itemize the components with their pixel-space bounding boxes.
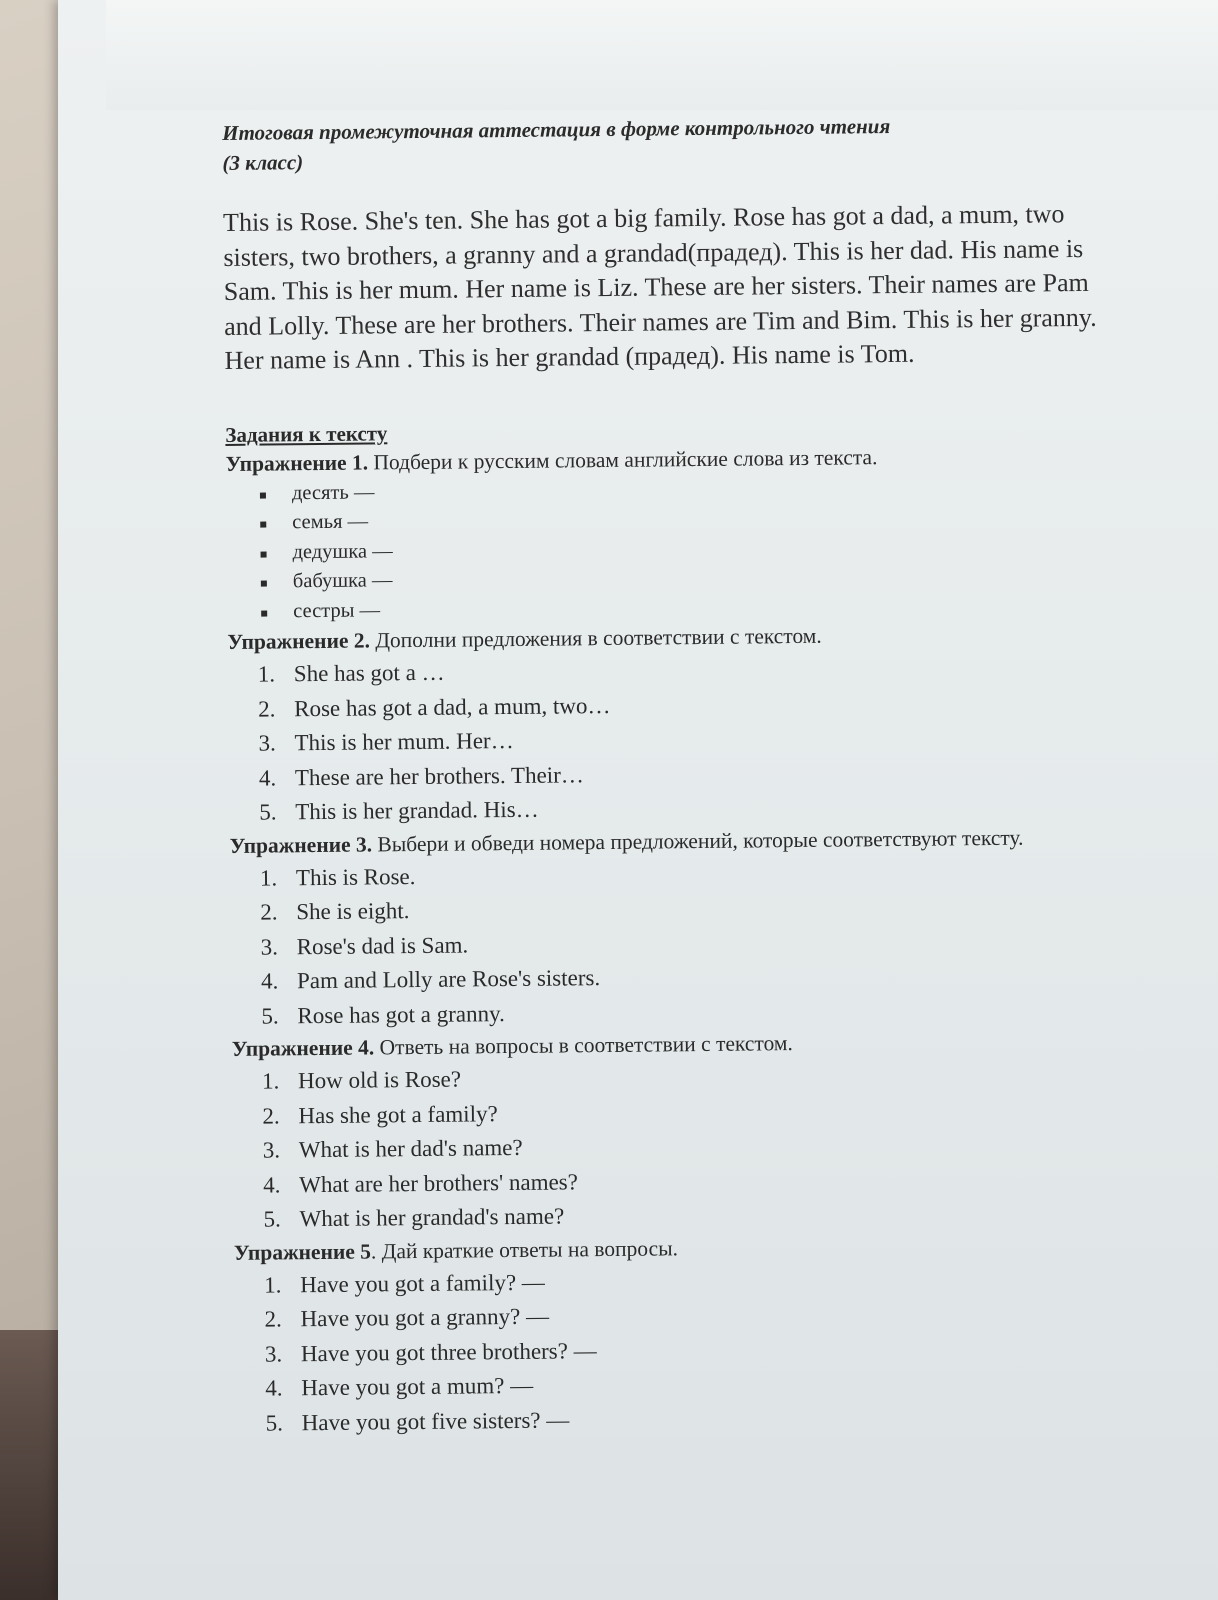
list-item: 2. Rose has got a dad, a mum, two… xyxy=(258,692,611,722)
list-item: 4. These are her brothers. Their… xyxy=(258,761,584,791)
list-item: семья — xyxy=(260,500,1126,539)
list-item: 3. Have you got three brothers? — xyxy=(264,1337,597,1367)
exercise-2-label: Упражнение 2. xyxy=(227,628,371,654)
list-item: дедушка — xyxy=(260,529,1126,568)
list-item: 2. Has she got a family? xyxy=(262,1100,498,1129)
exercise-4-instruction: Ответь на вопросы в соответствии с текстом. xyxy=(374,1031,793,1060)
list-item: 4. Have you got a mum? — xyxy=(265,1372,534,1401)
list-item: 3. What is her dad's name? xyxy=(262,1134,523,1163)
list-item: 5. Rose has got a granny. xyxy=(261,1000,505,1029)
exercise-3-list xyxy=(230,852,1132,1034)
exercise-5-label: Упражнение 5 xyxy=(233,1239,372,1265)
title-line-1: Итоговая промежуточная аттестация в форме контрольного чтения xyxy=(222,114,891,145)
exercise-5-list xyxy=(234,1259,1136,1441)
list-item: 4. Pam and Lolly are Rose's sisters. xyxy=(260,965,601,994)
list-item: 1. She has got a … xyxy=(257,659,445,687)
exercise-5-instruction: . Дай краткие ответы на вопросы. xyxy=(370,1235,679,1264)
list-item: 3. This is her mum. Her… xyxy=(258,727,514,756)
list-item: 5. Have you got five sisters? — xyxy=(265,1406,570,1436)
worksheet xyxy=(222,109,1136,1441)
table-surface xyxy=(0,1330,60,1600)
list-item: десять — xyxy=(260,470,1126,509)
exercise-2-list xyxy=(228,649,1130,831)
list-item: 3. Rose's dad is Sam. xyxy=(260,931,469,960)
exercise-1-instruction: Подбери к русским словам английские слова из текста. xyxy=(367,444,878,474)
exercise-4-label: Упражнение 4. xyxy=(231,1035,375,1061)
list-item: 5. What is her grandad's name? xyxy=(263,1203,565,1232)
reading-text: This is Rose. She's ten. She has got a big family. Rose has got a dad, a mum, two sisters, two brothers, a granny and a grandad(прадед). This is her dad. His name is Sam. This is her mum. Her name is Liz. These are her sisters. Their names are Pam and Lolly. These are her brothers. Their names are Tim and Bim. This is her granny. Her name is Ann . This is her grandad (прадед). His name is Tom. xyxy=(222,199,1097,375)
list-item: бабушка — xyxy=(261,559,1127,598)
list-item: 1. How old is Rose? xyxy=(261,1066,462,1094)
list-item: сестры — xyxy=(261,588,1127,627)
list-item: 2. She is eight. xyxy=(260,898,410,925)
exercise-4-list xyxy=(232,1056,1134,1238)
exercise-1-label: Упражнение 1. xyxy=(225,449,369,476)
paper-sheet-top xyxy=(106,0,1218,110)
list-item: 1. Have you got a family? — xyxy=(264,1269,545,1298)
list-item: 1. This is Rose. xyxy=(259,863,416,891)
exercise-1-list xyxy=(226,470,1127,627)
list-item: 4. What are her brothers' names? xyxy=(263,1168,579,1198)
tasks-heading: Задания к тексту xyxy=(225,420,388,447)
exercise-3-label: Упражнение 3. xyxy=(229,831,373,858)
worksheet-title xyxy=(222,109,1123,178)
exercise-2-instruction: Дополни предложения в соответствии с текстом. xyxy=(369,623,822,653)
list-item: 5. This is her grandad. His… xyxy=(259,796,539,825)
list-item: 2. Have you got a granny? — xyxy=(264,1303,550,1332)
exercise-3-instruction: Выбери и обведи номера предложений, которые соответствуют тексту. xyxy=(371,825,1024,856)
title-line-2: (3 класс) xyxy=(222,150,304,175)
